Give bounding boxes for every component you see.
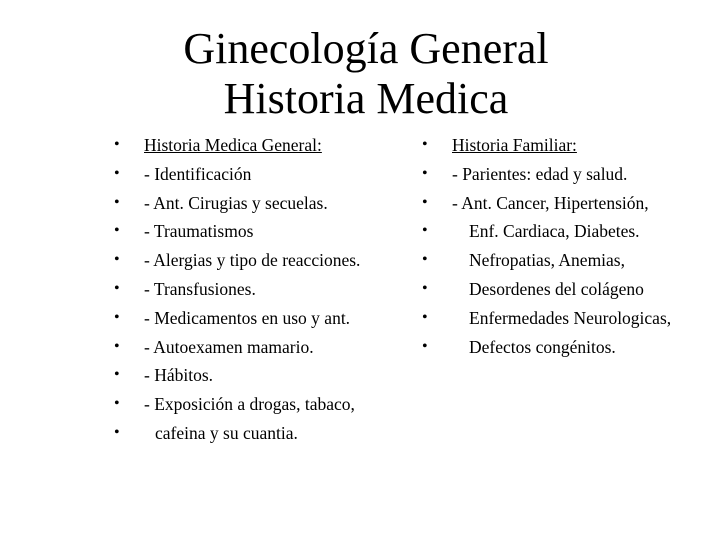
list-item xyxy=(114,160,404,189)
list-item-text: - Medicamentos en uso y ant. xyxy=(144,307,351,328)
bullet-icon: • xyxy=(114,136,120,153)
list-item-text: - Autoexamen mamario. xyxy=(144,336,314,357)
list-item-text: Enfermedades Neurologicas, xyxy=(469,307,672,328)
list-item-text: - Exposición a drogas, tabaco, xyxy=(144,394,355,415)
list-item xyxy=(422,333,712,362)
list-item xyxy=(422,275,712,304)
list-item-text: - Traumatismos xyxy=(144,221,254,242)
bullet-icon: • xyxy=(114,337,120,355)
list-item xyxy=(114,217,404,246)
list-item-text: Enf. Cardiaca, Diabetes. xyxy=(469,221,640,242)
bullet-icon: • xyxy=(114,279,120,297)
list-heading: Historia Familiar: xyxy=(452,135,577,155)
list-item-text: - Hábitos. xyxy=(144,365,214,386)
list-item-text: - Alergias y tipo de reacciones. xyxy=(144,250,361,271)
bullet-icon: • xyxy=(422,222,428,240)
list-item-text: - Ant. Cancer, Hipertensión, xyxy=(452,192,649,213)
bullet-icon: • xyxy=(422,164,428,182)
bullet-icon: • xyxy=(422,136,428,153)
bullet-icon: • xyxy=(422,308,428,326)
list-item xyxy=(114,246,404,275)
slide-title xyxy=(0,24,720,124)
list-item-text: Desordenes del colágeno xyxy=(469,278,644,299)
list-item-text: Nefropatias, Anemias, xyxy=(469,250,625,271)
bullet-icon: • xyxy=(114,222,120,240)
list-item xyxy=(114,390,404,419)
list-item-text: - Ant. Cirugias y secuelas. xyxy=(144,192,328,213)
bullet-icon: • xyxy=(114,366,120,384)
title-line-1: Ginecología General xyxy=(183,24,549,73)
list-item-text: cafeina y su cuantia. xyxy=(155,422,298,443)
bullet-icon: • xyxy=(114,251,120,269)
list-item xyxy=(114,333,404,362)
left-bullet-list xyxy=(114,131,404,448)
list-item-text: - Parientes: edad y salud. xyxy=(452,163,628,184)
bullet-icon: • xyxy=(422,279,428,297)
title-line-2: Historia Medica xyxy=(223,74,509,123)
bullet-icon: • xyxy=(114,423,120,441)
list-item xyxy=(422,160,712,189)
list-item-heading xyxy=(422,131,712,160)
list-item xyxy=(114,304,404,333)
bullet-icon: • xyxy=(114,193,120,211)
list-item-text: Defectos congénitos. xyxy=(469,336,616,357)
bullet-icon: • xyxy=(114,164,120,182)
list-item xyxy=(422,189,712,218)
bullet-icon: • xyxy=(114,395,120,413)
list-item xyxy=(422,304,712,333)
list-item xyxy=(114,275,404,304)
right-bullet-list xyxy=(422,131,712,361)
bullet-icon: • xyxy=(422,337,428,355)
bullet-icon: • xyxy=(422,193,428,211)
list-item xyxy=(114,189,404,218)
bullet-icon: • xyxy=(422,251,428,269)
list-heading: Historia Medica General: xyxy=(144,135,322,155)
list-item xyxy=(114,419,404,448)
list-item-text: - Identificación xyxy=(144,163,252,184)
list-item xyxy=(422,246,712,275)
list-item xyxy=(114,361,404,390)
list-item xyxy=(422,217,712,246)
bullet-icon: • xyxy=(114,308,120,326)
list-item-heading xyxy=(114,131,404,160)
list-item-text: - Transfusiones. xyxy=(144,278,256,299)
